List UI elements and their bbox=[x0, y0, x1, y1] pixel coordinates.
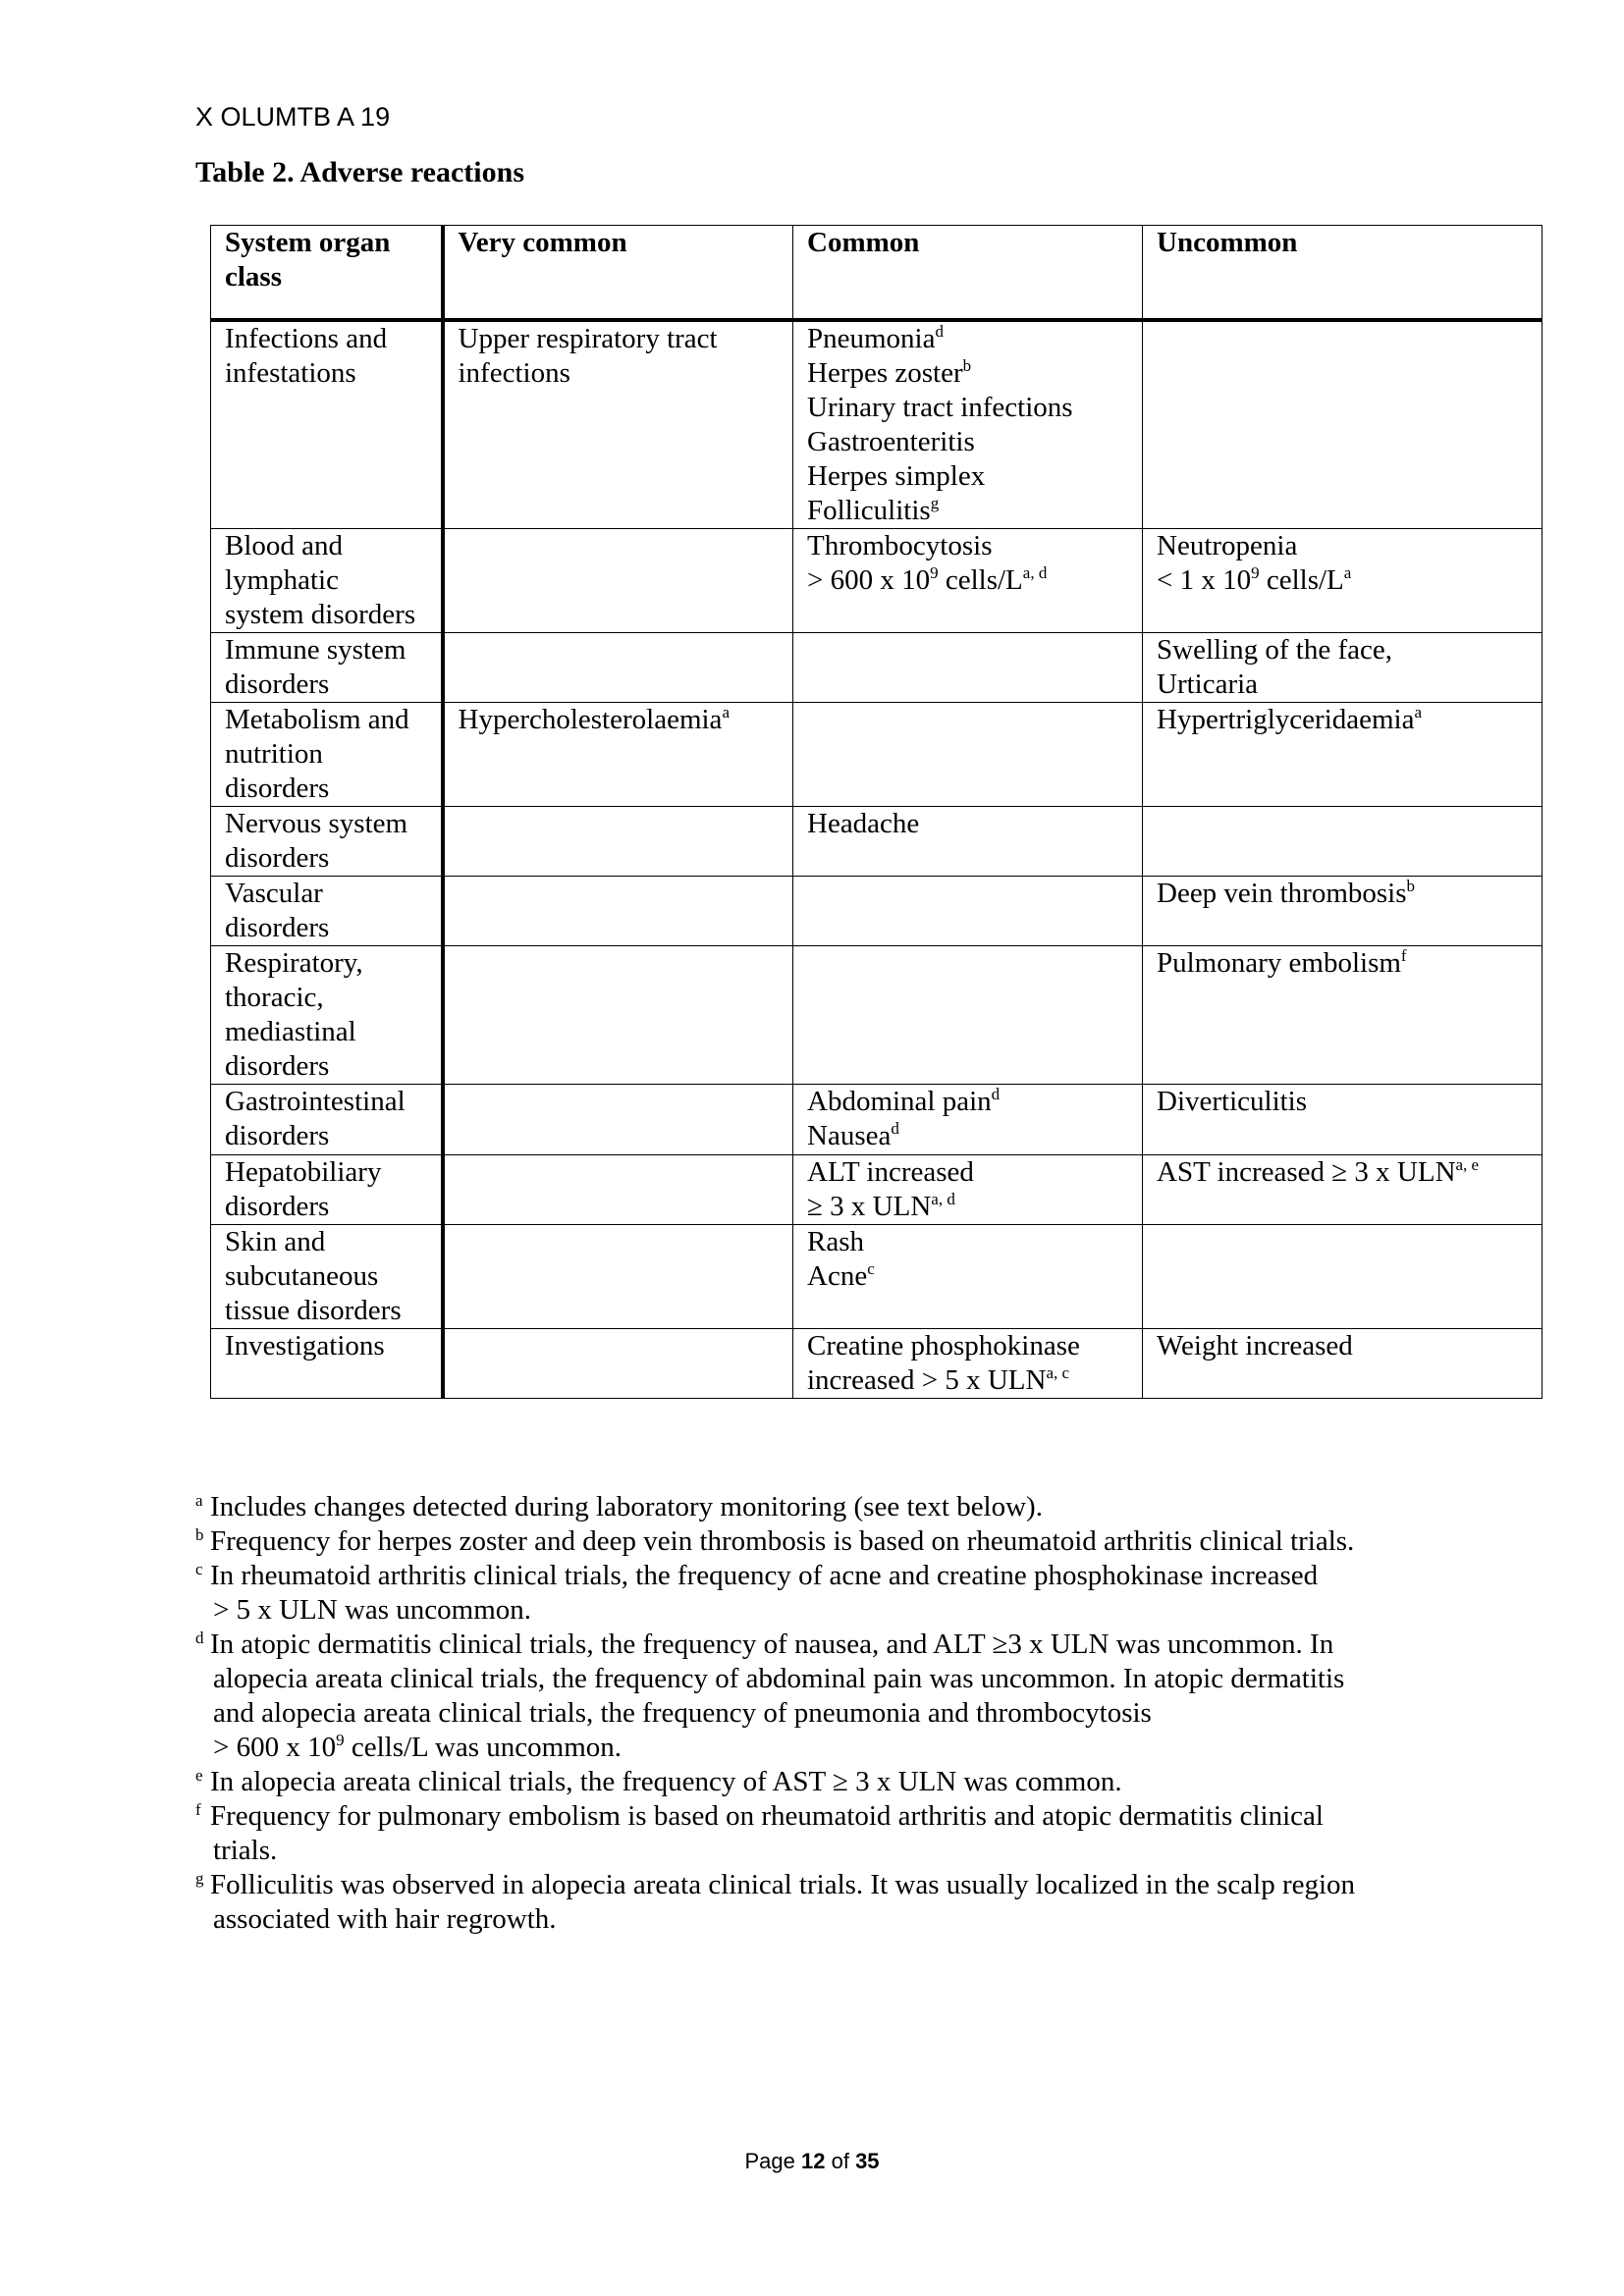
line-text: Diverticulitis bbox=[1157, 1085, 1308, 1117]
line-text: Neutropenia bbox=[1157, 529, 1298, 561]
cell-line bbox=[807, 1085, 1128, 1119]
cell-line bbox=[1157, 1329, 1528, 1363]
footnote-mark: c bbox=[195, 1560, 203, 1578]
table-header-row bbox=[211, 226, 1543, 320]
cell-line bbox=[807, 391, 1128, 425]
footnote-mark: a bbox=[195, 1491, 203, 1510]
cell-line bbox=[459, 356, 780, 391]
cell-line bbox=[807, 807, 1128, 841]
common-cell bbox=[793, 806, 1143, 876]
system-organ-class-cell bbox=[211, 1224, 443, 1328]
footnote-reference: b bbox=[1406, 876, 1416, 895]
cell-line bbox=[1157, 529, 1528, 563]
common-cell bbox=[793, 945, 1143, 1084]
cell-line bbox=[1157, 877, 1528, 911]
cell-line bbox=[807, 459, 1128, 494]
cell-line: disorders bbox=[225, 1049, 330, 1082]
footnote-line: Frequency for herpes zoster and deep vein thrombosis is based on rheumatoid arthritis clinical trials. bbox=[210, 1525, 1355, 1557]
table-row bbox=[211, 320, 1543, 529]
table-row bbox=[211, 806, 1543, 876]
footnote-reference: 9 bbox=[930, 562, 939, 582]
line-text: Upper respiratory tract bbox=[458, 322, 718, 354]
cell-line bbox=[1157, 667, 1528, 702]
footnote-reference: g bbox=[930, 493, 940, 512]
system-organ-class-cell bbox=[211, 1328, 443, 1398]
footnote-reference: a, d bbox=[931, 1189, 955, 1208]
very-common-cell bbox=[443, 1084, 793, 1154]
cell-line: Hepatobiliary bbox=[225, 1155, 382, 1188]
footnote-reference: a, d bbox=[1022, 562, 1048, 582]
table-footnotes bbox=[195, 1490, 1472, 1937]
cell-line bbox=[807, 1225, 1128, 1259]
cell-line: Respiratory, bbox=[225, 946, 363, 979]
common-cell bbox=[793, 876, 1143, 945]
cell-line bbox=[807, 425, 1128, 459]
uncommon-cell bbox=[1143, 1224, 1543, 1328]
cell-line bbox=[459, 703, 780, 737]
cell-line: Gastrointestinal bbox=[225, 1085, 406, 1117]
cell-line bbox=[1157, 563, 1528, 598]
cell-line bbox=[807, 1363, 1128, 1398]
table-row bbox=[211, 1084, 1543, 1154]
footnote-line: trials. bbox=[213, 1835, 278, 1866]
cell-line bbox=[1157, 946, 1528, 981]
footnote-reference: a, e bbox=[1455, 1154, 1480, 1174]
uncommon-cell bbox=[1143, 806, 1543, 876]
very-common-cell bbox=[443, 806, 793, 876]
line-text: Hypercholesterolaemia bbox=[458, 703, 723, 735]
line-text: Weight increased bbox=[1157, 1329, 1353, 1362]
cell-line: Nervous system bbox=[225, 807, 408, 839]
footnote-reference: c bbox=[867, 1258, 875, 1278]
uncommon-cell bbox=[1143, 1084, 1543, 1154]
line-text: > 600 x 10 bbox=[807, 563, 931, 596]
document-code: X OLUMTB A 19 bbox=[195, 102, 391, 132]
cell-line: nutrition bbox=[225, 737, 323, 770]
very-common-cell bbox=[443, 1328, 793, 1398]
uncommon-cell bbox=[1143, 320, 1543, 529]
system-organ-class-cell bbox=[211, 320, 443, 529]
column-header bbox=[1143, 226, 1543, 320]
footnote-line: Frequency for pulmonary embolism is based on rheumatoid arthritis and atopic dermatitis clinical bbox=[210, 1800, 1324, 1832]
line-text: increased > 5 x ULN bbox=[807, 1363, 1047, 1396]
cell-line bbox=[1157, 703, 1528, 737]
uncommon-cell bbox=[1143, 702, 1543, 806]
system-organ-class-cell bbox=[211, 1084, 443, 1154]
footnote-line: > 5 x ULN was uncommon. bbox=[213, 1594, 532, 1626]
cell-line: disorders bbox=[225, 911, 330, 943]
line-text: cells/L bbox=[938, 563, 1023, 596]
adverse-reactions-table bbox=[210, 225, 1543, 1399]
system-organ-class-cell bbox=[211, 632, 443, 702]
column-header bbox=[793, 226, 1143, 320]
table-row bbox=[211, 1328, 1543, 1398]
page-number: Page 12 of 35 bbox=[744, 2149, 880, 2173]
column-header-line: System organ bbox=[225, 227, 391, 258]
footnote-reference: d bbox=[991, 1084, 1001, 1103]
line-text: ≥ 3 x ULN bbox=[807, 1190, 932, 1222]
uncommon-cell bbox=[1143, 528, 1543, 632]
cell-line bbox=[807, 1119, 1128, 1153]
cell-line bbox=[807, 322, 1128, 356]
very-common-cell bbox=[443, 1224, 793, 1328]
line-text: Acne bbox=[807, 1259, 868, 1292]
footnote-line: In atopic dermatitis clinical trials, the frequency of nausea, and ALT ≥3 x ULN was uncommon. In bbox=[210, 1629, 1334, 1660]
line-text: infections bbox=[458, 356, 570, 389]
line-text: < 1 x 10 bbox=[1157, 563, 1252, 596]
footnote-line bbox=[210, 1731, 1472, 1765]
cell-line bbox=[459, 322, 780, 356]
footnote-text bbox=[210, 1524, 1472, 1559]
footnote-e bbox=[195, 1765, 1472, 1799]
cell-line: disorders bbox=[225, 772, 330, 804]
system-organ-class-cell bbox=[211, 702, 443, 806]
cell-line: disorders bbox=[225, 667, 330, 700]
line-text: Thrombocytosis bbox=[807, 529, 993, 561]
common-cell bbox=[793, 702, 1143, 806]
footnote-reference: a bbox=[722, 702, 730, 721]
footnote-reference: a bbox=[1414, 702, 1423, 721]
footnote-f bbox=[195, 1799, 1472, 1868]
cell-line bbox=[807, 563, 1128, 598]
table-row bbox=[211, 632, 1543, 702]
cell-line: lymphatic bbox=[225, 563, 339, 596]
cell-line bbox=[807, 356, 1128, 391]
system-organ-class-cell bbox=[211, 528, 443, 632]
very-common-cell bbox=[443, 528, 793, 632]
footnote-text bbox=[210, 1628, 1472, 1765]
very-common-cell bbox=[443, 320, 793, 529]
system-organ-class-cell bbox=[211, 945, 443, 1084]
uncommon-cell bbox=[1143, 1328, 1543, 1398]
cell-line: mediastinal bbox=[225, 1015, 356, 1047]
common-cell bbox=[793, 1224, 1143, 1328]
very-common-cell bbox=[443, 702, 793, 806]
cell-line: Immune system bbox=[225, 633, 406, 666]
column-header-line: Very common bbox=[458, 227, 627, 258]
common-cell bbox=[793, 320, 1143, 529]
cell-line: Blood and bbox=[225, 529, 344, 561]
cell-line: Metabolism and bbox=[225, 703, 409, 735]
footnote-line: alopecia areata clinical trials, the frequency of abdominal pain was uncommon. In atopic dermatitis bbox=[213, 1663, 1345, 1694]
table-row bbox=[211, 1224, 1543, 1328]
cell-line bbox=[807, 1329, 1128, 1363]
footnote-reference: 9 bbox=[1251, 562, 1260, 582]
line-text: Rash bbox=[807, 1225, 864, 1257]
footnote-c bbox=[195, 1559, 1472, 1628]
cell-line bbox=[1157, 1085, 1528, 1119]
footnote-text bbox=[210, 1765, 1472, 1799]
footnote-reference: b bbox=[962, 355, 972, 375]
cell-line: Vascular bbox=[225, 877, 323, 909]
footnote-line: Includes changes detected during laboratory monitoring (see text below). bbox=[210, 1491, 1043, 1522]
footnote-line: In rheumatoid arthritis clinical trials, the frequency of acne and creatine phosphokinase increased bbox=[210, 1560, 1319, 1591]
table-title: Table 2. Adverse reactions bbox=[195, 156, 524, 188]
cell-line: disorders bbox=[225, 841, 330, 874]
line-text: > 600 x 10 bbox=[213, 1732, 337, 1763]
column-header-line: Common bbox=[807, 227, 920, 258]
line-text: Creatine phosphokinase bbox=[807, 1329, 1080, 1362]
very-common-cell bbox=[443, 632, 793, 702]
table-row bbox=[211, 876, 1543, 945]
footnote-text bbox=[210, 1799, 1472, 1868]
footnote-reference: a bbox=[1343, 562, 1352, 582]
system-organ-class-cell bbox=[211, 806, 443, 876]
common-cell bbox=[793, 1328, 1143, 1398]
cell-line: thoracic, bbox=[225, 981, 324, 1013]
footnote-reference: a, c bbox=[1046, 1362, 1070, 1382]
line-text: Deep vein thrombosis bbox=[1157, 877, 1407, 909]
uncommon-cell bbox=[1143, 945, 1543, 1084]
cell-line: Infections and bbox=[225, 322, 388, 354]
cell-line: disorders bbox=[225, 1119, 330, 1151]
very-common-cell bbox=[443, 1154, 793, 1224]
footnote-line: Folliculitis was observed in alopecia areata clinical trials. It was usually localized in the scalp region bbox=[210, 1869, 1356, 1900]
cell-line bbox=[1157, 633, 1528, 667]
footnote-reference: d bbox=[935, 321, 944, 341]
table-row bbox=[211, 702, 1543, 806]
line-text: Nausea bbox=[807, 1119, 892, 1151]
line-text: Gastroenteritis bbox=[807, 425, 975, 457]
line-text: Pulmonary embolism bbox=[1157, 946, 1401, 979]
common-cell bbox=[793, 528, 1143, 632]
cell-line: system disorders bbox=[225, 598, 416, 630]
cell-line bbox=[807, 529, 1128, 563]
common-cell bbox=[793, 1154, 1143, 1224]
cell-line: disorders bbox=[225, 1190, 330, 1222]
cell-line: subcutaneous bbox=[225, 1259, 379, 1292]
footnote-a bbox=[195, 1490, 1472, 1524]
very-common-cell bbox=[443, 876, 793, 945]
line-text: cells/L was uncommon. bbox=[344, 1732, 623, 1763]
line-text: Folliculitis bbox=[807, 494, 931, 526]
line-text: cells/L bbox=[1259, 563, 1344, 596]
line-text: AST increased ≥ 3 x ULN bbox=[1157, 1155, 1456, 1188]
system-organ-class-cell bbox=[211, 1154, 443, 1224]
line-text: Herpes zoster bbox=[807, 356, 963, 389]
common-cell bbox=[793, 632, 1143, 702]
column-header bbox=[211, 226, 443, 320]
line-text: Urinary tract infections bbox=[807, 391, 1073, 423]
table-row bbox=[211, 1154, 1543, 1224]
footnote-reference: d bbox=[891, 1118, 899, 1138]
column-header-line: class bbox=[225, 261, 282, 293]
cell-line: infestations bbox=[225, 356, 356, 389]
cell-line bbox=[1157, 1155, 1528, 1190]
uncommon-cell bbox=[1143, 876, 1543, 945]
footnote-line: associated with hair regrowth. bbox=[213, 1903, 557, 1935]
line-text: Headache bbox=[807, 807, 920, 839]
footnote-mark: f bbox=[195, 1800, 201, 1819]
column-header bbox=[443, 226, 793, 320]
line-text: Abdominal pain bbox=[807, 1085, 992, 1117]
footnote-g bbox=[195, 1868, 1472, 1937]
cell-line bbox=[807, 1190, 1128, 1224]
uncommon-cell bbox=[1143, 1154, 1543, 1224]
cell-line: tissue disorders bbox=[225, 1294, 402, 1326]
system-organ-class-cell bbox=[211, 876, 443, 945]
cell-line: Investigations bbox=[225, 1329, 385, 1362]
table-row bbox=[211, 945, 1543, 1084]
common-cell bbox=[793, 1084, 1143, 1154]
line-text: ALT increased bbox=[807, 1155, 974, 1188]
cell-line: Skin and bbox=[225, 1225, 326, 1257]
footnote-text bbox=[210, 1868, 1472, 1937]
footnote-mark: b bbox=[195, 1525, 204, 1544]
footnote-b bbox=[195, 1524, 1472, 1559]
cell-line bbox=[807, 1259, 1128, 1294]
cell-line bbox=[807, 494, 1128, 528]
table-row bbox=[211, 528, 1543, 632]
line-text: Pneumonia bbox=[807, 322, 936, 354]
line-text: Swelling of the face, bbox=[1157, 633, 1392, 666]
footnote-d bbox=[195, 1628, 1472, 1765]
footnote-line: and alopecia areata clinical trials, the frequency of pneumonia and thrombocytosis bbox=[213, 1697, 1152, 1729]
footnote-reference: 9 bbox=[336, 1731, 345, 1749]
footnote-text bbox=[210, 1490, 1472, 1524]
line-text: Hypertriglyceridaemia bbox=[1157, 703, 1415, 735]
column-header-line: Uncommon bbox=[1157, 227, 1298, 258]
line-text: Herpes simplex bbox=[807, 459, 986, 492]
footnote-mark: e bbox=[195, 1766, 203, 1785]
footnote-reference: f bbox=[1400, 945, 1407, 965]
uncommon-cell bbox=[1143, 632, 1543, 702]
very-common-cell bbox=[443, 945, 793, 1084]
cell-line bbox=[807, 1155, 1128, 1190]
line-text: Urticaria bbox=[1157, 667, 1259, 700]
footnote-line: In alopecia areata clinical trials, the frequency of AST ≥ 3 x ULN was common. bbox=[210, 1766, 1122, 1797]
footnote-mark: d bbox=[195, 1629, 204, 1647]
footnote-mark: g bbox=[195, 1869, 204, 1888]
footnote-text bbox=[210, 1559, 1472, 1628]
